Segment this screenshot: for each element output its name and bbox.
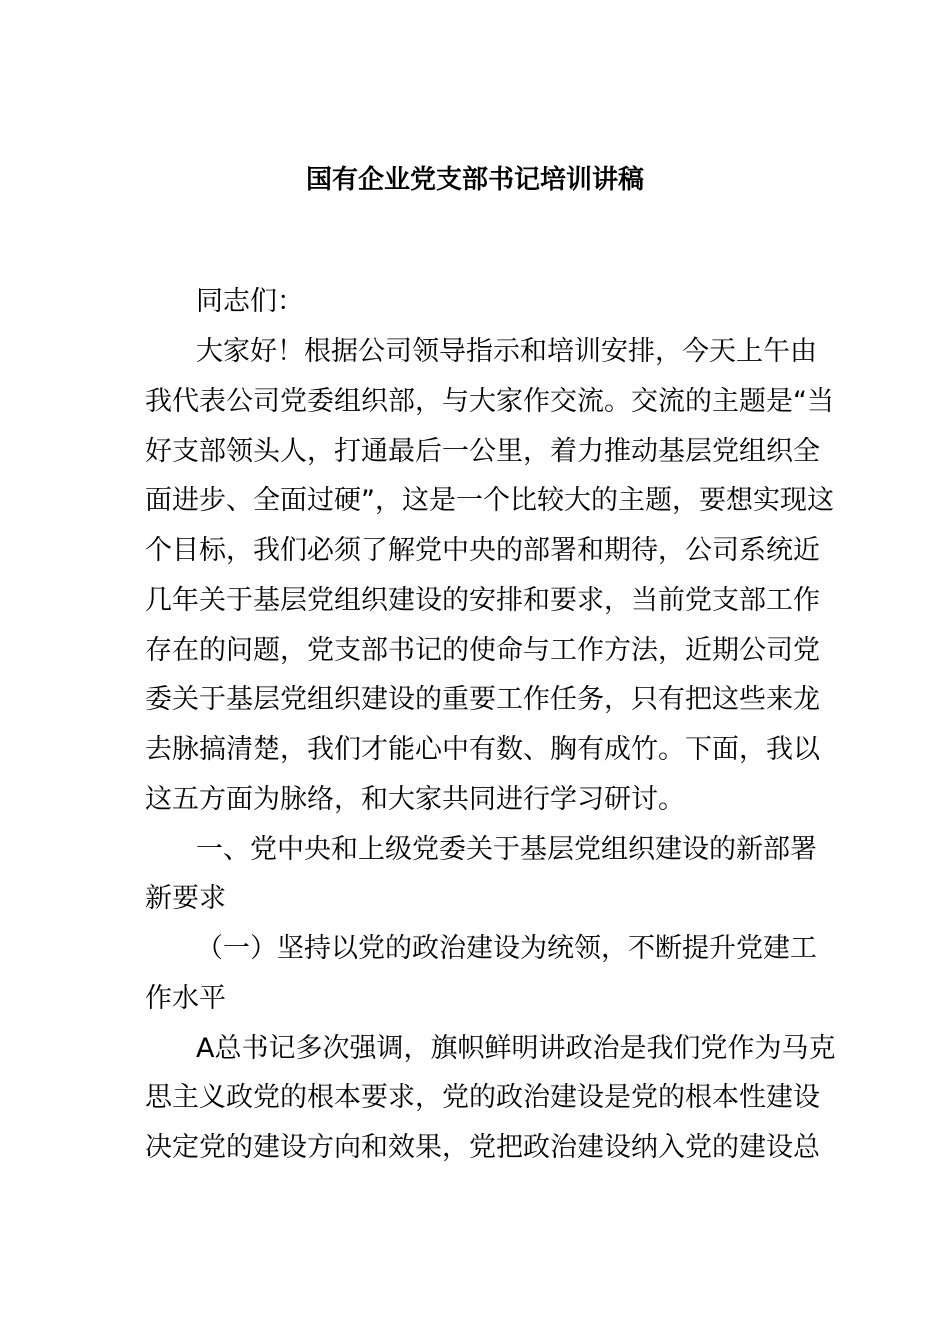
section-heading-line: 新要求 [145,883,226,914]
paragraph-line: 大家好！根据公司领导指示和培训安排，今天上午由 [196,336,817,367]
paragraph-line: 几年关于基层党组织建设的安排和要求，当前党支部工作 [145,585,820,616]
paragraph-line: 个目标，我们必须了解党中央的部署和期待，公司系统近 [145,535,820,566]
paragraph-line: 决定党的建设方向和效果，党把政治建设纳入党的建设总 [145,1132,820,1163]
paragraph-line: 我代表公司党委组织部，与大家作交流。交流的主题是“当 [145,386,834,417]
paragraph-line: 这五方面为脉络，和大家共同进行学习研讨。 [145,784,685,815]
paragraph-line: 好支部领头人，打通最后一公里，着力推动基层党组织全 [145,436,820,467]
paragraph-line: 面进步、全面过硬”，这是一个比较大的主题，要想实现这 [145,485,834,516]
paragraph-line: 存在的问题，党支部书记的使命与工作方法，近期公司党 [145,635,820,666]
paragraph-line: 思主义政党的根本要求，党的政治建设是党的根本性建设 [145,1082,820,1113]
document-title: 国有企业党支部书记培训讲稿 [305,165,644,195]
section-heading-line: 一、党中央和上级党委关于基层党组织建设的新部署 [196,834,817,865]
subsection-heading-line: 作水平 [145,983,226,1014]
paragraph-line: 委关于基层党组织建设的重要工作任务，只有把这些来龙 [145,684,820,715]
paragraph-line: 去脉搞清楚，我们才能心中有数、胸有成竹。下面，我以 [145,734,820,765]
paragraph-line-salutation: 同志们： [196,286,304,317]
paragraph-line: A总书记多次强调，旗帜鲜明讲政治是我们党作为马克 [196,1033,836,1064]
subsection-heading-line: （一）坚持以党的政治建设为统领，不断提升党建工 [196,933,817,964]
